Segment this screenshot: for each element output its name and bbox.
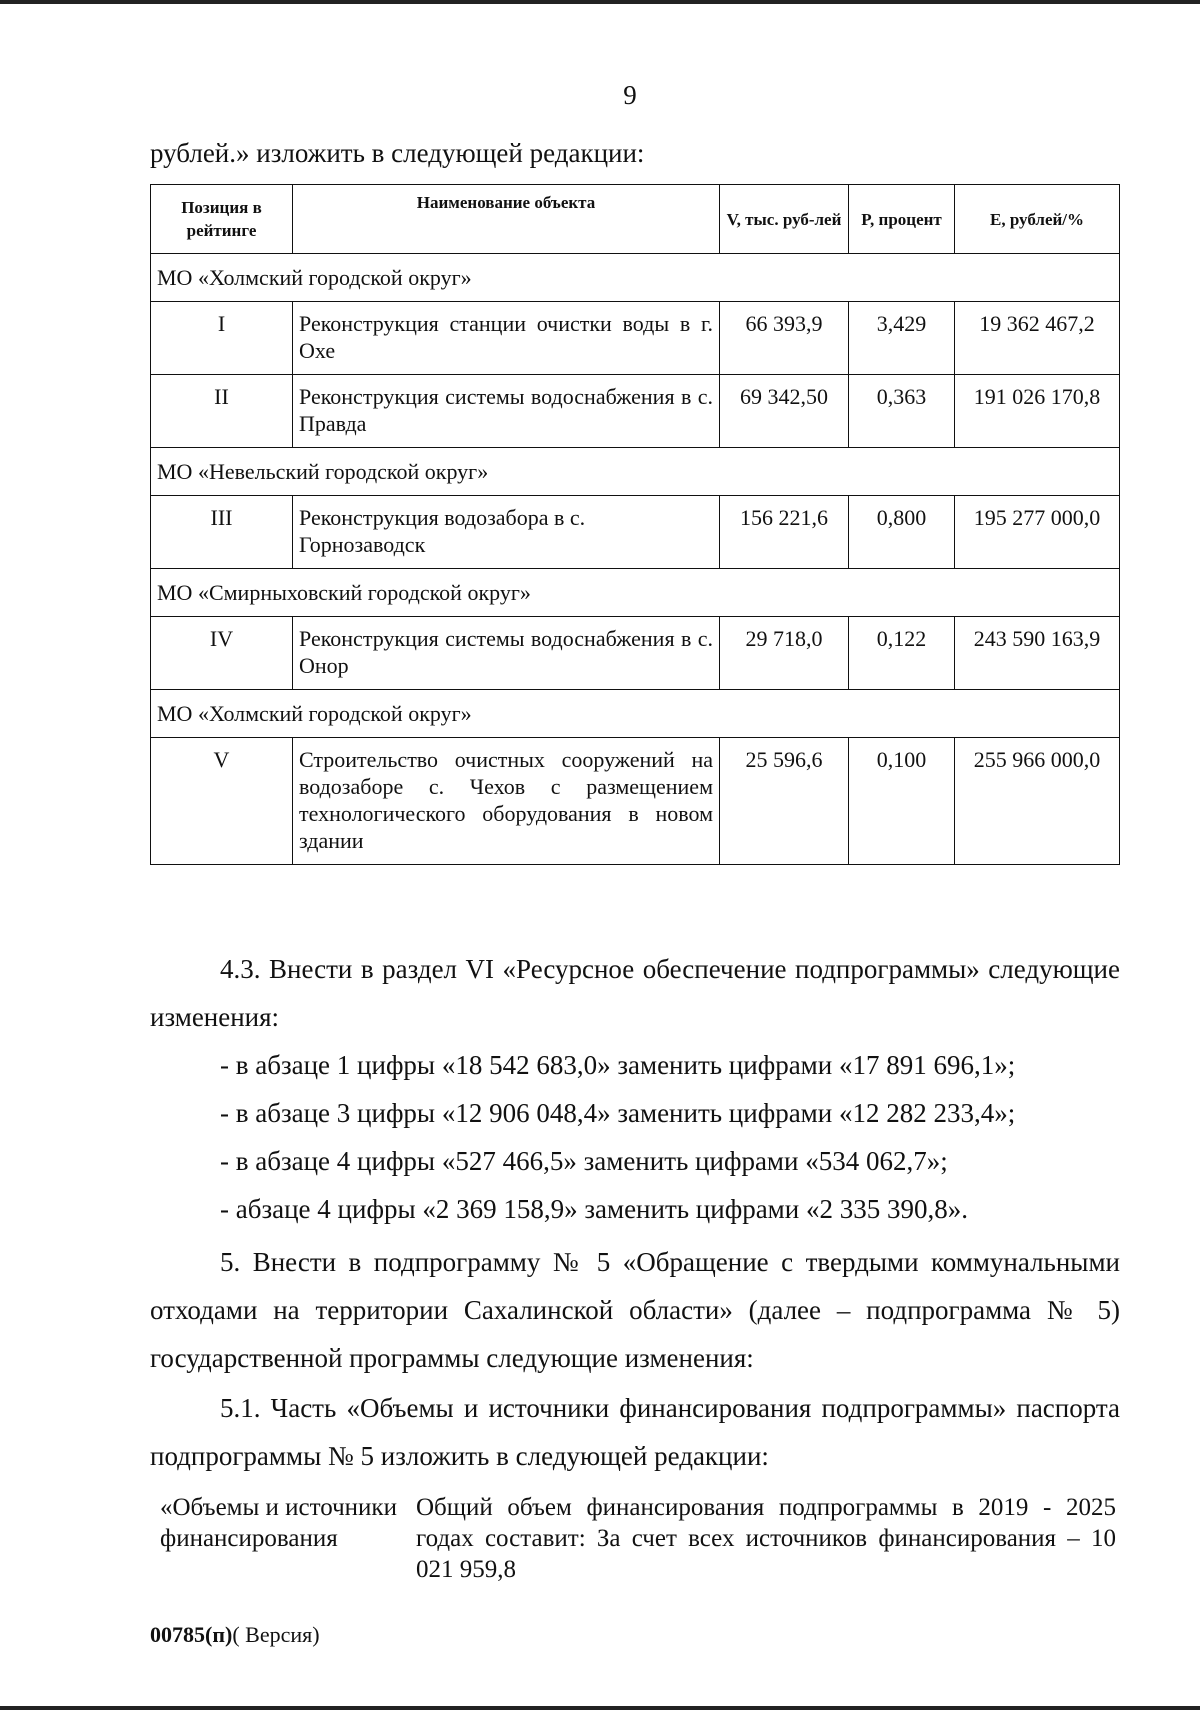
section-4-3-text: 4.3. Внести в раздел VI «Ресурсное обеспечение подпрограммы» следующие изменения:: [150, 954, 1120, 1032]
passport-label: «Объемы и источники финансирования: [160, 1494, 397, 1552]
intro-line: рублей.» изложить в следующей редакции:: [150, 138, 645, 168]
page-number: 9: [623, 80, 637, 110]
group-title: МО «Смирныховский городской округ»: [151, 569, 1120, 617]
cell-p: 0,363: [849, 375, 955, 448]
cell-name: Реконструкция системы водоснабжения в с. Правда: [293, 375, 720, 448]
cell-v: 29 718,0: [720, 617, 849, 690]
page-top-border: [0, 0, 1200, 4]
cell-v: 25 596,6: [720, 738, 849, 865]
bullet-item: - в абзаце 4 цифры «527 466,5» заменить цифрами «534 062,7»;: [220, 1146, 948, 1176]
group-title: МО «Невельский городской округ»: [151, 448, 1120, 496]
group-title: МО «Холмский городской округ»: [151, 254, 1120, 302]
document-version: ( Версия): [232, 1622, 320, 1647]
table-row: [151, 302, 1120, 375]
section-5-1-text: 5.1. Часть «Объемы и источники финансирования подпрограммы» паспорта подпрограммы № 5 изложить в следующей редакции:: [150, 1393, 1120, 1471]
group-row: [151, 690, 1120, 738]
cell-v: 69 342,50: [720, 375, 849, 448]
table-row: [151, 375, 1120, 448]
bullet-item: - в абзаце 1 цифры «18 542 683,0» заменить цифрами «17 891 696,1»;: [220, 1050, 1016, 1080]
cell-position: II: [151, 375, 293, 448]
cell-p: 0,800: [849, 496, 955, 569]
cell-position: I: [151, 302, 293, 375]
cell-p: 0,100: [849, 738, 955, 865]
cell-e: 195 277 000,0: [955, 496, 1120, 569]
table-header-row: [151, 185, 1120, 254]
header-e: E, рублей/%: [955, 185, 1120, 254]
cell-p: 0,122: [849, 617, 955, 690]
table-row: [151, 738, 1120, 865]
bullet-item: - в абзаце 3 цифры «12 906 048,4» заменить цифрами «12 282 233,4»;: [220, 1098, 1016, 1128]
document-code: [150, 1622, 320, 1648]
cell-e: 255 966 000,0: [955, 738, 1120, 865]
header-position: Позиция в рейтинге: [151, 185, 293, 254]
group-row: [151, 569, 1120, 617]
cell-e: 191 026 170,8: [955, 375, 1120, 448]
bullet-item: - абзаце 4 цифры «2 369 158,9» заменить цифрами «2 335 390,8».: [220, 1194, 968, 1224]
page-bottom-border: [0, 1706, 1200, 1710]
header-name: Наименование объекта: [293, 185, 720, 254]
group-row: [151, 254, 1120, 302]
cell-e: 19 362 467,2: [955, 302, 1120, 375]
table-row: [151, 496, 1120, 569]
cell-p: 3,429: [849, 302, 955, 375]
cell-v: 66 393,9: [720, 302, 849, 375]
cell-name: Реконструкция системы водоснабжения в с. Онор: [293, 617, 720, 690]
cell-e: 243 590 163,9: [955, 617, 1120, 690]
group-title: МО «Холмский городской округ»: [151, 690, 1120, 738]
cell-position: IV: [151, 617, 293, 690]
cell-name: Реконструкция водозабора в с. Горнозаводск: [293, 496, 720, 569]
group-row: [151, 448, 1120, 496]
header-v: V, тыс. руб-лей: [720, 185, 849, 254]
rating-table: [150, 184, 1120, 865]
document-code-number: 00785(п): [150, 1622, 233, 1647]
passport-content: Общий объем финансирования подпрограммы в 2019 - 2025 годах составит: За счет всех источников финансирования – 10 021 959,8: [416, 1494, 1116, 1583]
section-5-text: 5. Внести в подпрограмму № 5 «Обращение с твердыми коммунальными отходами на территории Сахалинской области» (далее – подпрограмма № 5) государственной программы следующие изменения:: [150, 1247, 1120, 1373]
cell-name: Строительство очистных сооружений на водозаборе с. Чехов с размещением технологического оборудования в новом здании: [293, 738, 720, 865]
cell-name: Реконструкция станции очистки воды в г. Охе: [293, 302, 720, 375]
cell-v: 156 221,6: [720, 496, 849, 569]
cell-position: III: [151, 496, 293, 569]
cell-position: V: [151, 738, 293, 865]
table-row: [151, 617, 1120, 690]
header-p: P, процент: [849, 185, 955, 254]
